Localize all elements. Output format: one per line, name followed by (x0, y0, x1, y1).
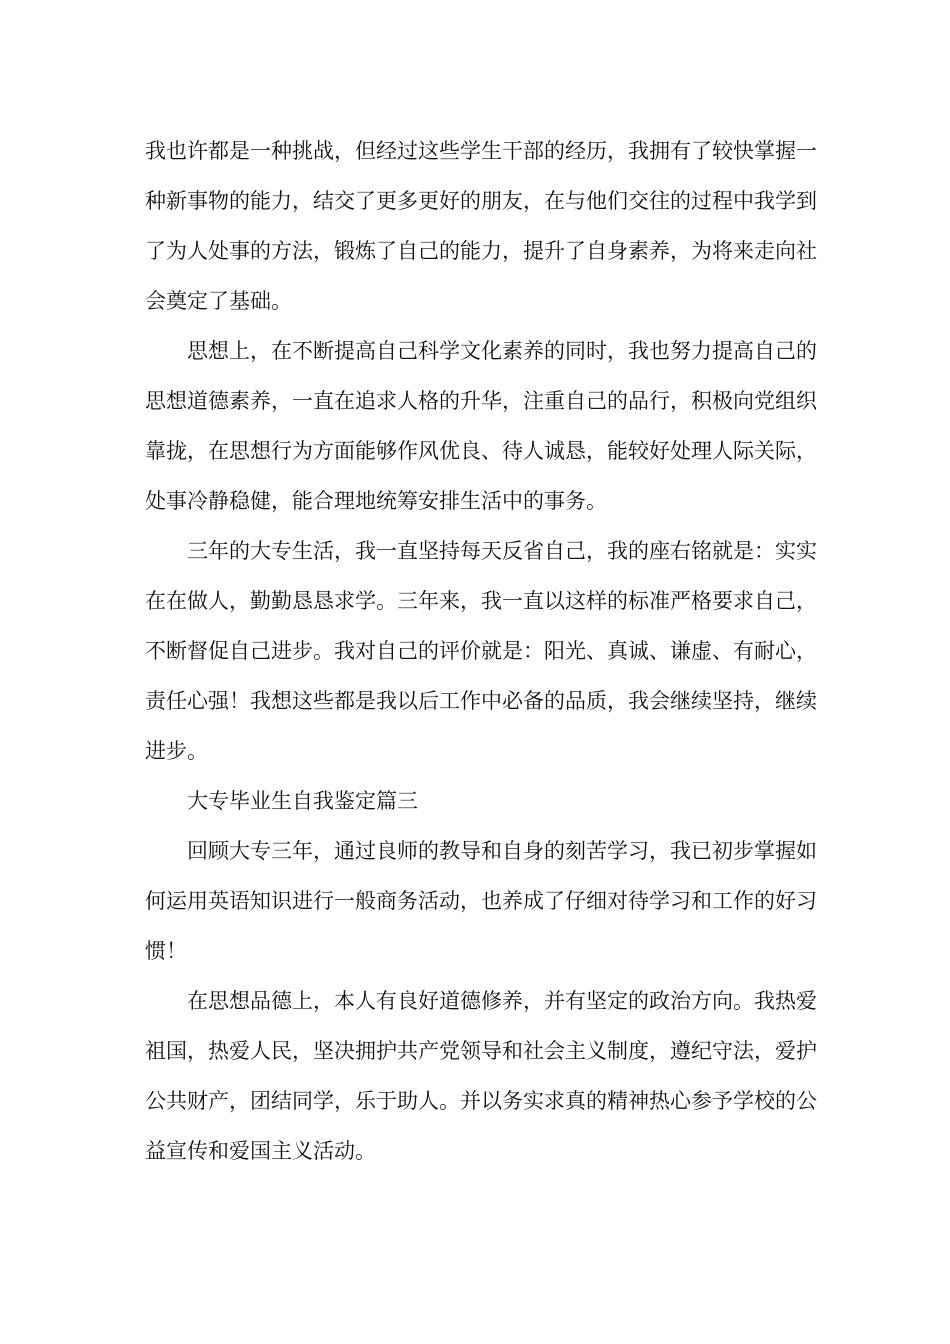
paragraph-moral-character: 在思想品德上，本人有良好道德修养，并有坚定的政治方向。我热爱祖国，热爱人民，坚决拥护共产党领导和社会主义制度，遵纪守法，爱护公共财产，团结同学，乐于助人。并以务实求真的精神热心参予学校的公益宣传和爱国主义活动。 (145, 989, 817, 1163)
section-heading: 大专毕业生自我鉴定篇三 (187, 789, 418, 813)
paragraph-college-life: 三年的大专生活，我一直坚持每天反省自己，我的座右铭就是：实实在在做人，勤勤恳恳求学。三年来，我一直以这样的标准严格要求自己，不断督促自己进步。我对自己的评价就是：阳光、真诚、谦虚、有耐心，责任心强！我想这些都是我以后工作中必备的品质，我会继续坚持，继续进步。 (145, 539, 817, 763)
document-body (145, 126, 830, 1176)
paragraph-ideology: 思想上，在不断提高自己科学文化素养的同时，我也努力提高自己的思想道德素养，一直在追求人格的升华，注重自己的品行，积极向党组织靠拢，在思想行为方面能够作风优良、待人诚恳，能较好处理人际关际，处事冷静稳健，能合理地统筹安排生活中的事务。 (145, 339, 817, 513)
paragraph-continuation: 我也许都是一种挑战，但经过这些学生干部的经历，我拥有了较快掌握一种新事物的能力，结交了更多更好的朋友，在与他们交往的过程中我学到了为人处事的方法，锻炼了自己的能力，提升了自身素养，为将来走向社会奠定了基础。 (145, 139, 817, 313)
paragraph-review: 回顾大专三年，通过良师的教导和自身的刻苦学习，我已初步掌握如何运用英语知识进行一般商务活动，也养成了仔细对待学习和工作的好习惯！ (145, 839, 817, 963)
